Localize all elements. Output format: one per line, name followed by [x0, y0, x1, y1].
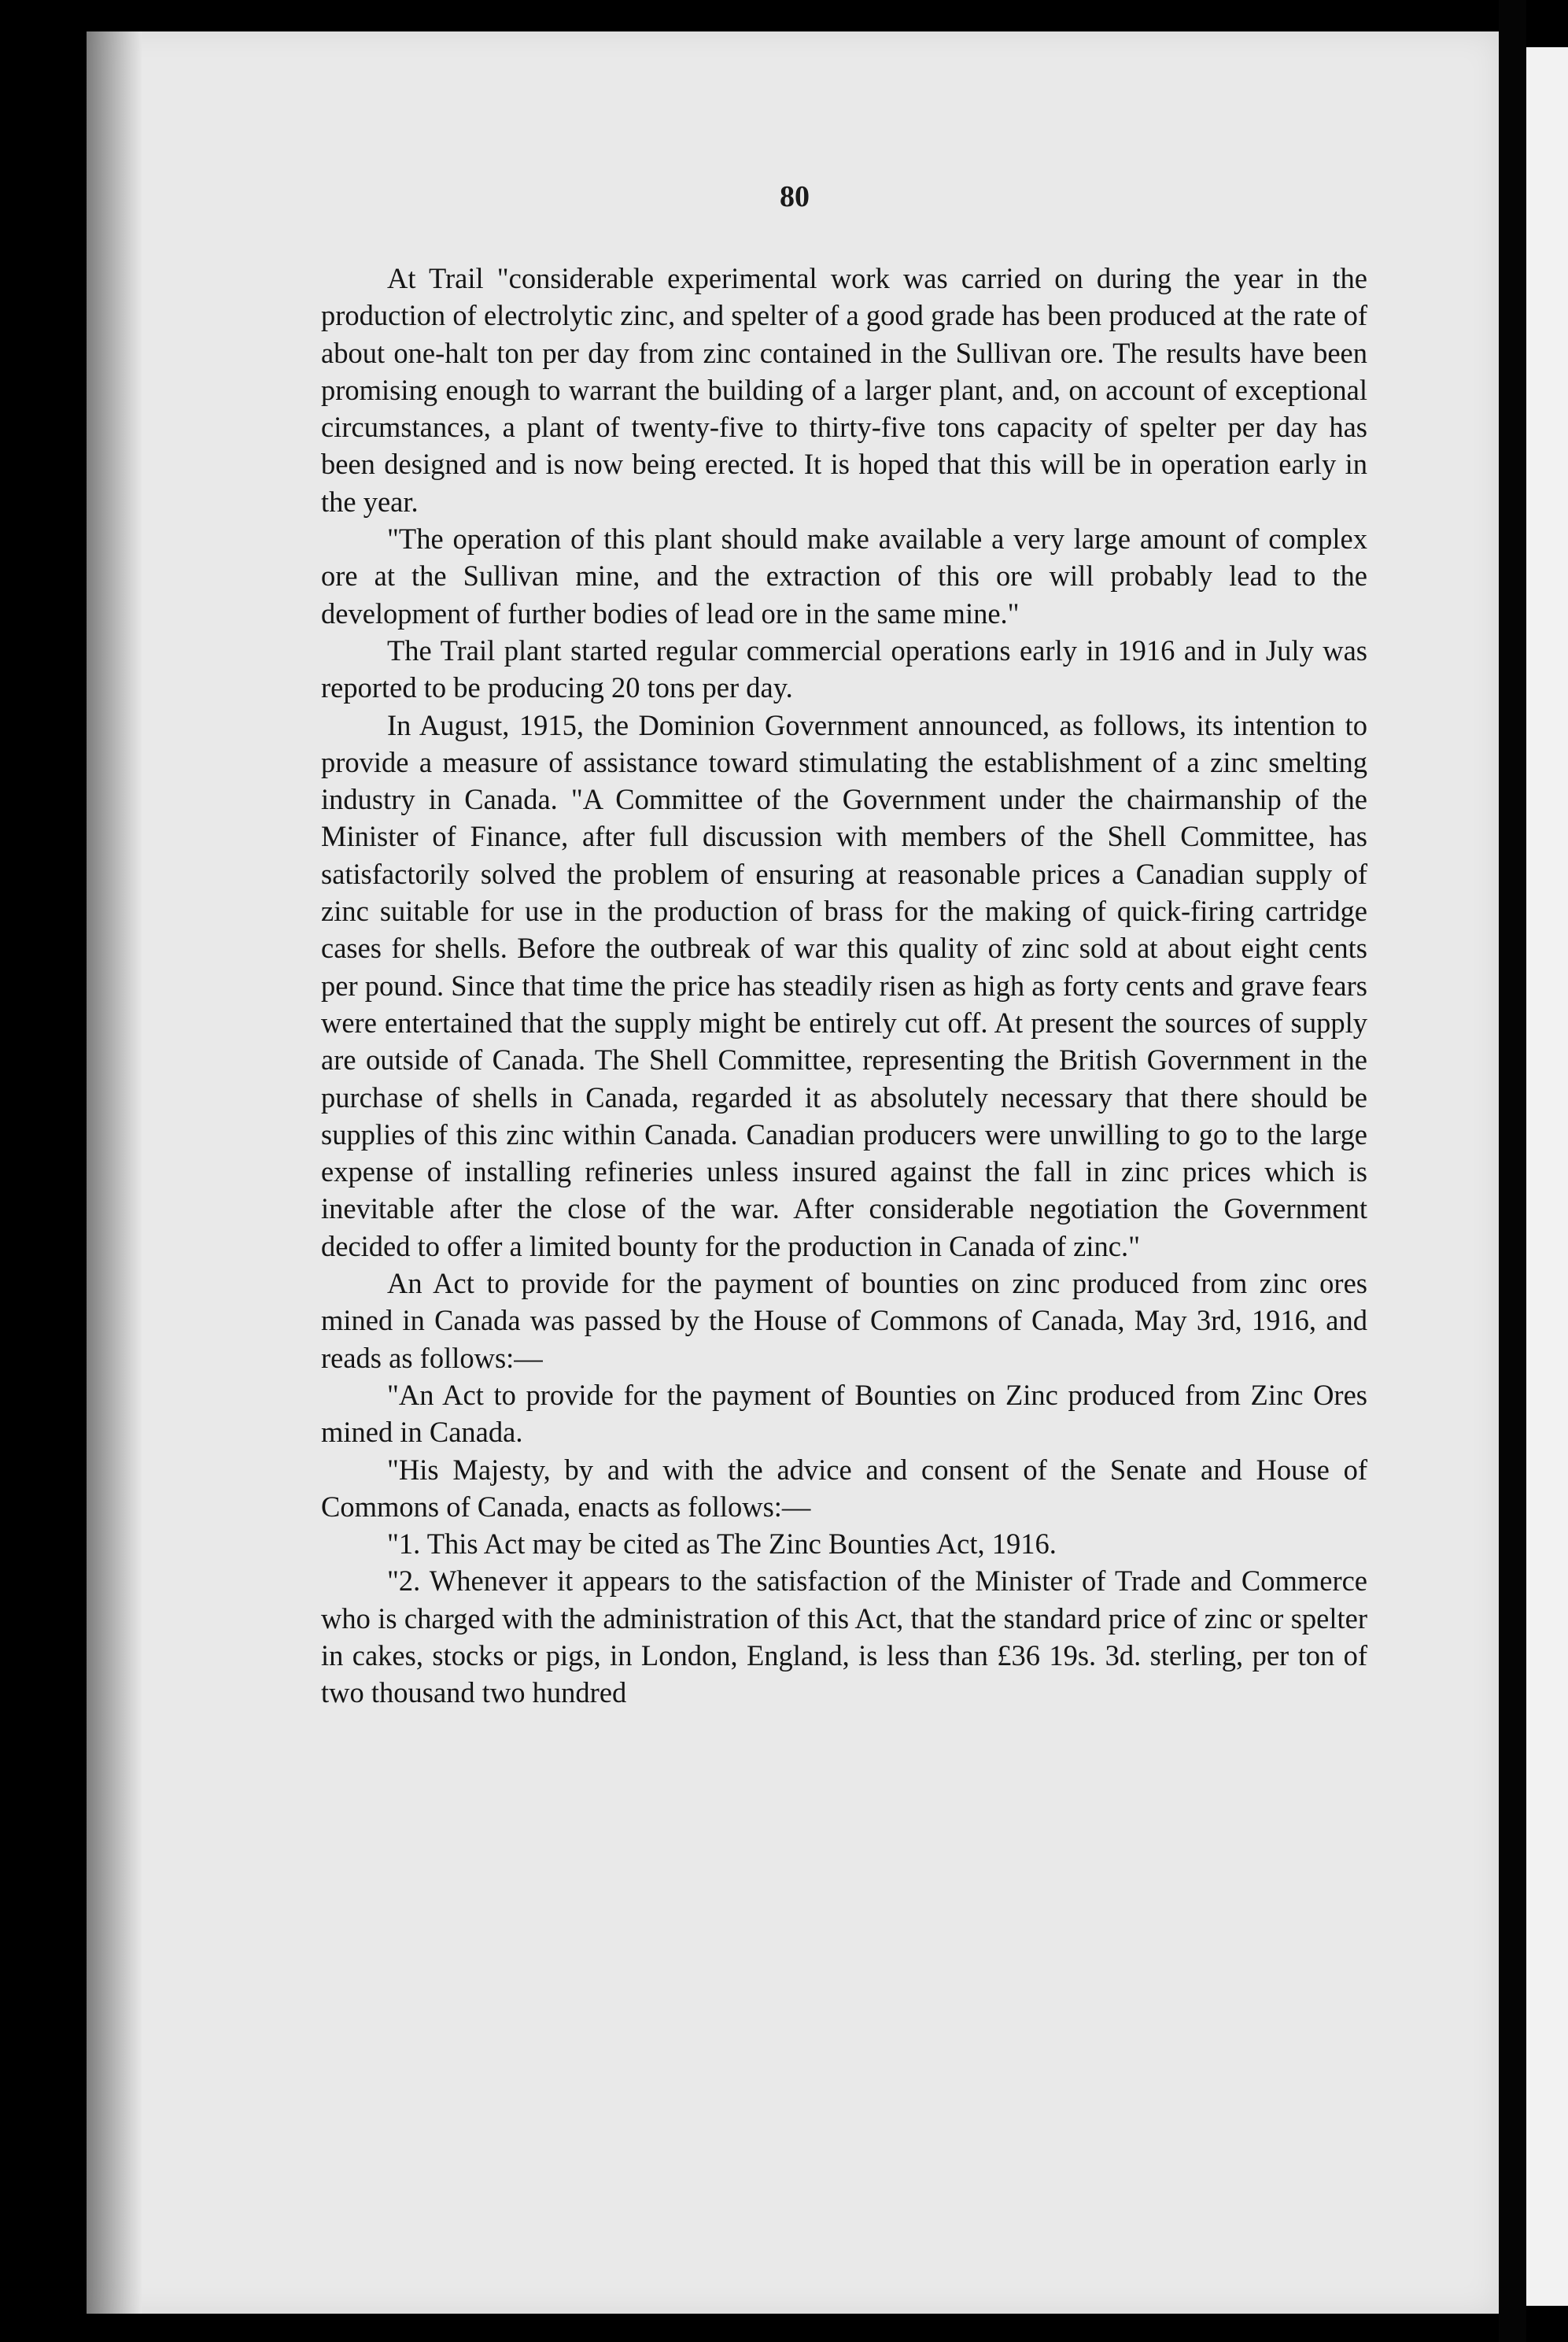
paragraph: "2. Whenever it appears to the satisfaction of the Minister of Trade and Commerce who is charged with the administration of this Act, that the standard price of zinc or spelter in cakes, stocks or pigs, in London, England, is less than £36 19s. 3d. sterling, per ton of two thousand two hundred — [321, 1564, 1367, 1709]
facing-page-edge — [1526, 47, 1568, 2306]
paragraph: At Trail "considerable experimental work was carried on during the year in the production of electrolytic zinc, and spelter of a good grade has been produced at the rate of about one-halt ton per day from zinc contained in the Sullivan ore. The results have been promising enough to warrant the building of a larger plant, and, on account of exceptional circumstances, a plant of twenty-five to thirty-five tons capacity of spelter per day has been designed and is now being erected. It is hoped that this will be in operation early in the year. — [321, 262, 1367, 518]
paragraph: "An Act to provide for the payment of Bounties on Zinc produced from Zinc Ores mined in Canada. — [321, 1378, 1367, 1449]
paragraph: An Act to provide for the payment of bounties on zinc produced from zinc ores mined in Canada was passed by the House of Commons of Canada, May 3rd, 1916, and reads as follows:— — [321, 1267, 1367, 1374]
paragraph: The Trail plant started regular commercial operations early in 1916 and in July was reported to be producing 20 tons per day. — [321, 634, 1367, 704]
paragraph: "His Majesty, by and with the advice and consent of the Senate and House of Commons of Canada, enacts as follows:— — [321, 1453, 1367, 1523]
body-text — [321, 260, 1367, 1712]
page-number: 80 — [780, 180, 810, 213]
paragraph: "1. This Act may be cited as The Zinc Bounties Act, 1916. — [387, 1527, 1057, 1561]
page-gutter — [1499, 0, 1526, 2342]
book-binding-edge — [87, 31, 142, 2314]
paragraph: In August, 1915, the Dominion Government announced, as follows, its intention to provide a measure of assistance toward stimulating the establishment of a zinc smelting industry in Canada. "A Committee of the Government under the chairmanship of the Minister of Finance, after full discussion with members of the Shell Committee, has satisfactorily solved the problem of ensuring at reasonable prices a Canadian supply of zinc suitable for use in the production of brass for the making of quick-firing cartridge cases for shells. Before the outbreak of war this quality of zinc sold at about eight cents per pound. Since that time the price has steadily risen as high as forty cents and grave fears were entertained that the supply might be entirely cut off. At present the sources of supply are outside of Canada. The Shell Committee, representing the British Government in the purchase of shells in Canada, regarded it as absolutely necessary that there should be supplies of this zinc within Canada. Canadian producers were unwilling to go to the large expense of installing refineries unless insured against the fall in zinc prices which is inevitable after the close of the war. After considerable negotiation the Government decided to offer a limited bounty for the production in Canada of zinc." — [321, 708, 1367, 1262]
paragraph: "The operation of this plant should make available a very large amount of complex ore at the Sullivan mine, and the extraction of this ore will probably lead to the development of further bodies of lead ore in the same mine." — [321, 523, 1367, 630]
